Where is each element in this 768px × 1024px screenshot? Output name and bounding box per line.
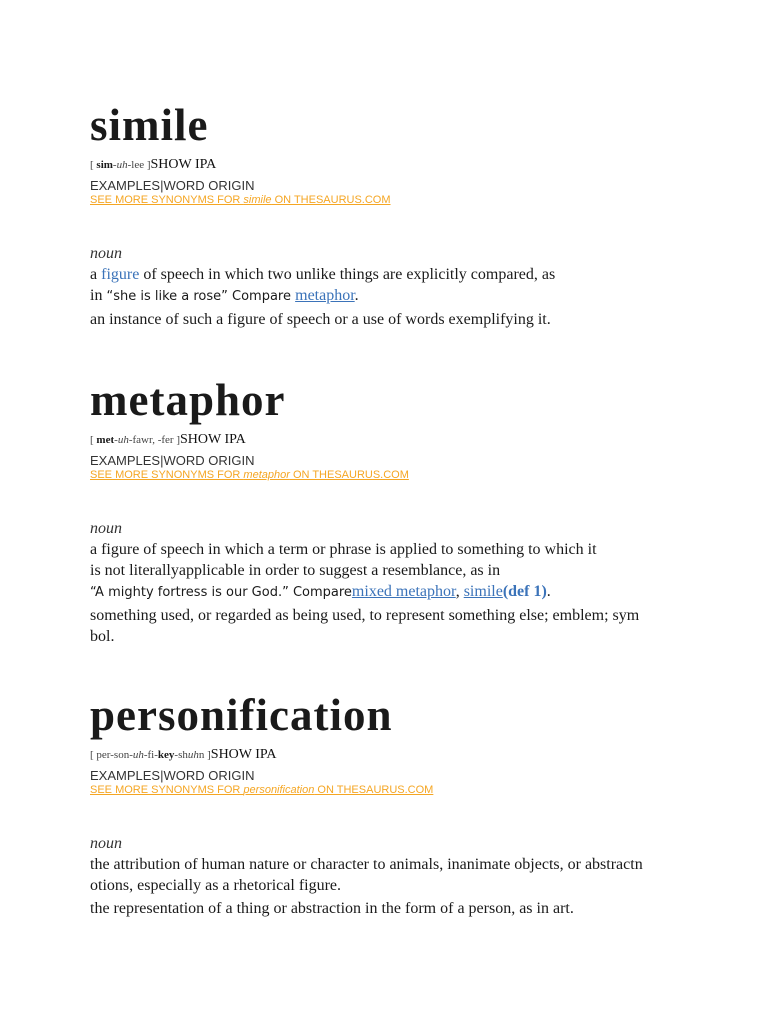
part-of-speech: noun xyxy=(90,835,122,852)
pronunciation-syllable: uh xyxy=(117,434,129,446)
entry-tabs xyxy=(90,453,690,468)
definition-text: a figure of speech in which a term or phrase is applied to something to which it xyxy=(90,541,597,558)
pronunciation-syllable: met xyxy=(96,434,115,446)
definition-link[interactable]: mixed metaphor xyxy=(351,583,456,600)
entry-tabs xyxy=(90,178,690,193)
pronunciation-syllable: -sh xyxy=(174,749,188,761)
examples-link[interactable]: EXAMPLES xyxy=(90,768,161,783)
definition-text: an instance of such a figure of speech or a use of words exemplifying it. xyxy=(90,311,551,328)
pronunciation-syllable: -fawr, -fer xyxy=(128,434,174,446)
pronunciation xyxy=(90,156,690,174)
pronunciation-bracket: ] xyxy=(144,159,151,171)
definition-text: something used, or regarded as being used, to represent something else; emblem; sym xyxy=(90,607,640,624)
pronunciation-respelling xyxy=(90,159,151,171)
show-ipa-button[interactable]: SHOW IPA xyxy=(179,432,246,447)
definition-text: otions, especially as a rhetorical figure. xyxy=(90,877,342,894)
definition xyxy=(90,309,690,330)
pronunciation-bracket: [ xyxy=(90,434,97,446)
entry-metaphor xyxy=(90,375,690,647)
thesaurus-link-prefix: SEE MORE SYNONYMS FOR xyxy=(90,469,244,481)
pronunciation xyxy=(90,746,690,764)
definition xyxy=(90,898,690,919)
thesaurus-link-suffix: ON THESAURUS.COM xyxy=(289,469,409,481)
headword: metaphor xyxy=(90,375,286,425)
pronunciation-respelling xyxy=(90,749,211,761)
thesaurus-link[interactable] xyxy=(90,783,690,797)
headword: simile xyxy=(90,100,209,150)
word-origin-link[interactable]: WORD ORIGIN xyxy=(163,178,255,193)
definition-text: of speech in which two unlike things are explicitly compared, as xyxy=(139,266,556,283)
pronunciation-syllable: - xyxy=(112,159,117,171)
definition xyxy=(90,605,690,647)
definition-text: , xyxy=(455,583,464,600)
thesaurus-link-prefix: SEE MORE SYNONYMS FOR xyxy=(90,194,244,206)
pronunciation-syllable: -fi- xyxy=(143,749,158,761)
examples-link[interactable]: EXAMPLES xyxy=(90,178,161,193)
definition xyxy=(90,539,690,603)
headword: personification xyxy=(90,690,393,740)
definition-link[interactable]: (def 1) xyxy=(502,583,547,600)
definition xyxy=(90,854,690,896)
definition-text: the representation of a thing or abstraction in the form of a person, as in art. xyxy=(90,900,574,917)
pronunciation-syllable: uh xyxy=(187,749,199,761)
pronunciation-syllable: n xyxy=(198,749,205,761)
definition-text: . xyxy=(546,583,551,600)
tab-separator: | xyxy=(160,768,164,783)
thesaurus-link[interactable] xyxy=(90,193,690,207)
definition-text: is not literallyapplicable in order to suggest a resemblance, as in xyxy=(90,562,501,579)
examples-link[interactable]: EXAMPLES xyxy=(90,453,161,468)
pronunciation-syllable: per-son- xyxy=(96,749,133,761)
pronunciation-syllable: - xyxy=(114,434,118,446)
definition-link[interactable]: figure xyxy=(101,266,140,283)
definition-text: a xyxy=(90,266,102,283)
thesaurus-link-suffix: ON THESAURUS.COM xyxy=(314,784,434,796)
definition-example: Compare xyxy=(227,289,296,304)
part-of-speech: noun xyxy=(90,520,122,537)
pronunciation-syllable: -lee xyxy=(127,159,145,171)
thesaurus-link-word: personification xyxy=(243,784,315,796)
pronunciation-bracket: [ xyxy=(90,159,97,171)
definition-text: the attribution of human nature or character to animals, inanimate objects, or abstractn xyxy=(90,856,643,873)
pronunciation-bracket: ] xyxy=(204,749,211,761)
tab-separator: | xyxy=(160,178,164,193)
show-ipa-button[interactable]: SHOW IPA xyxy=(210,747,277,762)
word-origin-link[interactable]: WORD ORIGIN xyxy=(163,453,255,468)
definition-text: . xyxy=(354,287,359,304)
thesaurus-link[interactable] xyxy=(90,468,690,482)
pronunciation-respelling xyxy=(90,434,180,446)
entry-tabs xyxy=(90,768,690,783)
entry-simile xyxy=(90,100,690,330)
definition-text: bol. xyxy=(90,628,115,645)
pronunciation xyxy=(90,431,690,449)
definition-link[interactable]: metaphor xyxy=(295,287,355,304)
definition xyxy=(90,264,690,307)
part-of-speech: noun xyxy=(90,245,122,262)
entry-personification xyxy=(90,690,690,919)
pronunciation-bracket: [ xyxy=(90,749,97,761)
pronunciation-bracket: ] xyxy=(173,434,180,446)
thesaurus-link-word: simile xyxy=(243,194,272,206)
pronunciation-syllable: uh xyxy=(116,159,128,171)
thesaurus-link-word: metaphor xyxy=(243,469,290,481)
pronunciation-syllable: uh xyxy=(132,749,144,761)
word-origin-link[interactable]: WORD ORIGIN xyxy=(163,768,255,783)
thesaurus-link-suffix: ON THESAURUS.COM xyxy=(271,194,391,206)
thesaurus-link-prefix: SEE MORE SYNONYMS FOR xyxy=(90,784,244,796)
pronunciation-syllable: key xyxy=(157,749,175,761)
pronunciation-syllable: sim xyxy=(96,159,113,171)
definition-example: “she is like a rose” xyxy=(106,289,228,304)
definition-text: in xyxy=(90,287,107,304)
show-ipa-button[interactable]: SHOW IPA xyxy=(150,157,217,172)
definition-example: “A mighty fortress is our God.” Compare xyxy=(90,585,352,600)
definition-link[interactable]: simile xyxy=(463,583,503,600)
tab-separator: | xyxy=(160,453,164,468)
